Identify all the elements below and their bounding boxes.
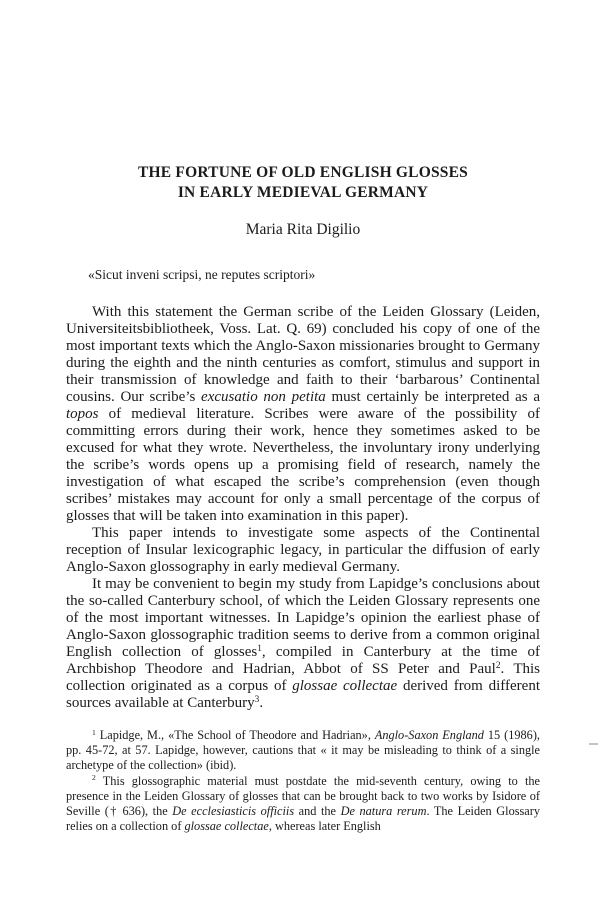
footnote: $^2$ This glossographic material must postdate the mid-seventh century, owing to the presence in the Leiden Glossary of glosses that can be brought back to two works by Isidore of Seville († 636), the De ecclesiasticis officiis and the De natura rerum. The Leiden Glossary relies on a collection of glossae collectae, whereas later English bbox=[66, 773, 540, 834]
scan-artifact-dash bbox=[589, 743, 598, 745]
body-paragraph: This paper intends to investigate some aspects of the Continental reception of Insular lexicographic legacy, in particular the diffusion of early Anglo-Saxon glossography in early medieval Germany. bbox=[66, 525, 540, 575]
author-name: Maria Rita Digilio bbox=[245, 221, 361, 238]
body-paragraph: With this statement the German scribe of the Leiden Glossary (Leiden, Universiteitsbibliotheek, Voss. Lat. Q. 69) concluded his copy of one of the most important texts which the Anglo-Saxon missionaries brought to Germany during the eighth and the ninth centuries as comfort, stimulus and support in their transmission of knowledge and faith to their ‘barbarous’ Continental cousins. Our scribe’s excusatio non petita must certainly be interpreted as a topos of medieval literature. Scribes were aware of the possibility of committing errors during their work, hence they sometimes asked to be excused for what they wrote. Nevertheless, the involuntary irony underlying the scribe’s words opens up a promising field of research, namely the investigation of what escaped the scribe’s comprehension (even though scribes’ mistakes may account for only a small percentage of the corpus of glosses that will be taken into examination in this paper). bbox=[66, 304, 541, 524]
body-text bbox=[66, 304, 540, 712]
page-content bbox=[66, 0, 540, 834]
paper-title bbox=[66, 163, 540, 203]
body-paragraph: It may be convenient to begin my study from Lapidge’s conclusions about the so-called Canterbury school, of which the Leiden Glossary represents one of the most important witnesses. In Lapidge’s opinion the earliest phase of Anglo-Saxon glossographic tradition seems to derive from a common original English collection of glosses$^1$, compiled in Canterbury at the time of Archbishop Theodore and Hadrian, Abbot of SS Peter and Paul$^2$. This collection originated as a corpus of glossae collectae derived from different sources available at Canterbury$^3$. bbox=[66, 576, 540, 711]
epigraph: «Sicut inveni scripsi, ne reputes scriptori» bbox=[88, 267, 316, 282]
footnote: $^1$ Lapidge, M., «The School of Theodore and Hadrian», Anglo-Saxon England 15 (1986), pp. 45-72, at 57. Lapidge, however, cautions that « it may be misleading to think of a single archetype of the collection» (ibid). bbox=[66, 727, 540, 773]
title-line-2: IN EARLY MEDIEVAL GERMANY bbox=[177, 184, 429, 201]
footnote-section bbox=[66, 728, 540, 834]
title-line-1: THE FORTUNE OF OLD ENGLISH GLOSSES bbox=[138, 164, 468, 181]
